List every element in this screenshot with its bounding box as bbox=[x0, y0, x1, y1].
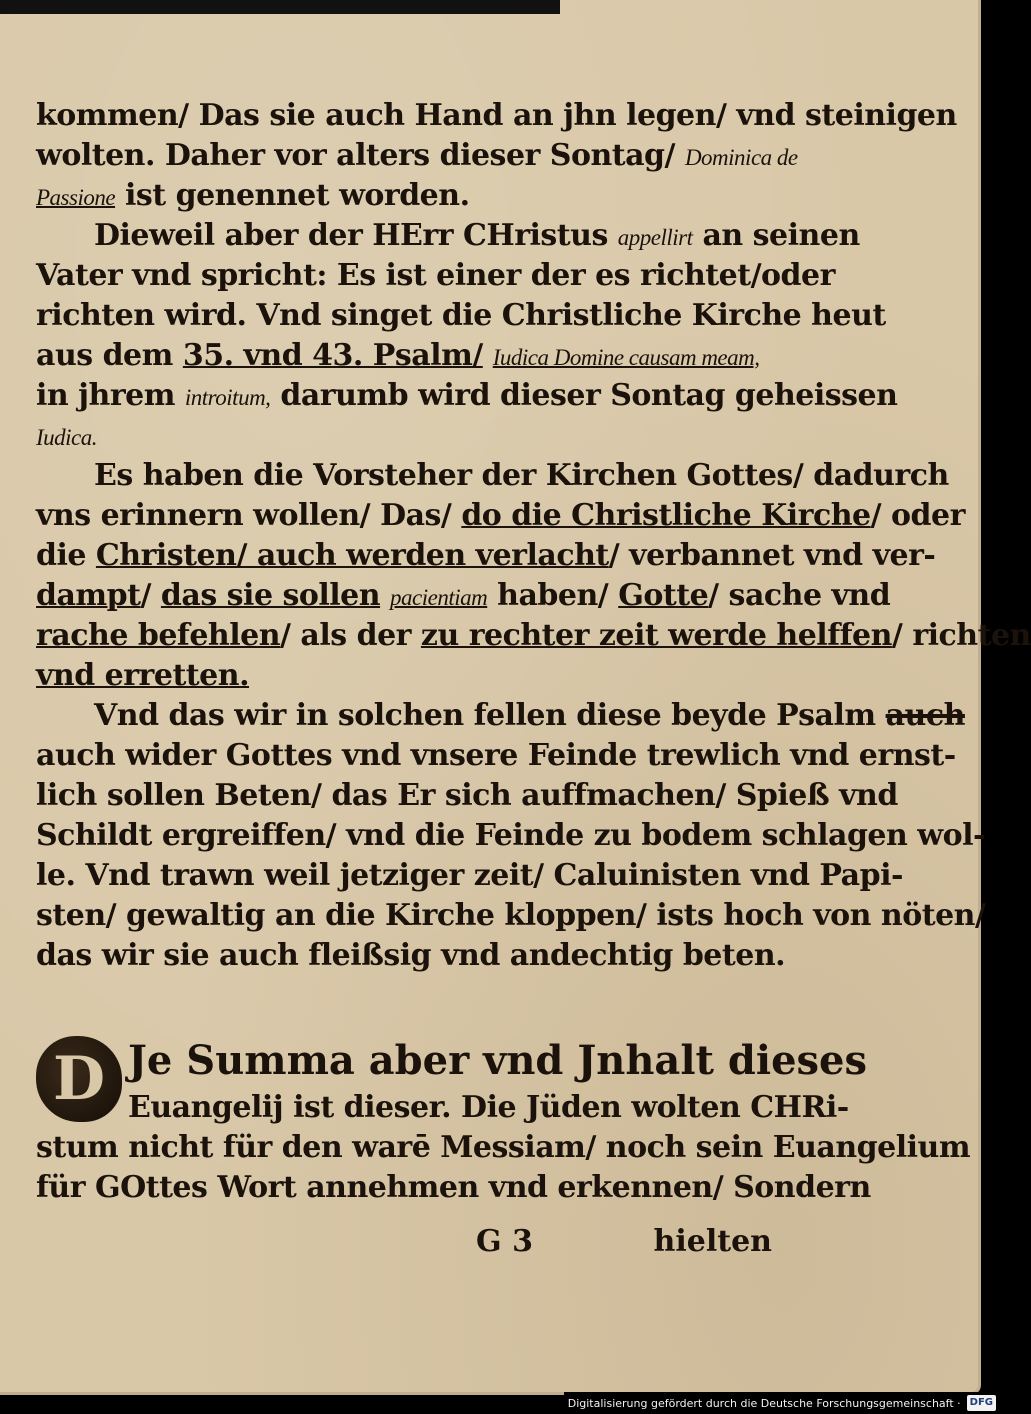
text-run: die bbox=[36, 538, 96, 573]
text-run: / verbannet vnd ver- bbox=[608, 538, 936, 573]
text-run: Es haben die Vorsteher der Kirchen Gottes/ dadurch bbox=[94, 458, 949, 493]
text-run: dampt bbox=[36, 578, 141, 613]
text-line bbox=[36, 736, 956, 776]
text-run: auch bbox=[885, 698, 965, 733]
text-line bbox=[36, 96, 957, 136]
text-run: le. Vnd trawn weil jetziger zeit/ Caluinisten vnd Papi- bbox=[36, 858, 903, 893]
latin-phrase: Iudica Domine causam meam, bbox=[492, 345, 760, 370]
section-line: für GOttes Wort annehmen vnd erkennen/ Sondern bbox=[36, 1170, 871, 1205]
section-line: stum nicht für den warē Messiam/ noch sein Euangelium bbox=[36, 1130, 971, 1165]
decorated-initial: D bbox=[36, 1036, 122, 1122]
text-line bbox=[36, 136, 828, 176]
text-run: Schildt ergreiffen/ vnd die Feinde zu bodem schlagen wol- bbox=[36, 818, 985, 853]
text-line bbox=[36, 696, 965, 736]
text-line bbox=[36, 816, 985, 856]
text-line bbox=[36, 456, 949, 496]
text-run: zu rechter zeit werde helffen bbox=[420, 618, 892, 653]
text-run: / bbox=[140, 578, 161, 613]
text-run: in jhrem bbox=[36, 378, 185, 413]
page-top-edge-shadow bbox=[0, 0, 560, 14]
text-run: das sie sollen bbox=[160, 578, 381, 613]
latin-phrase: Iudica. bbox=[36, 425, 98, 450]
text-run: Dieweil aber der HErr CHristus bbox=[94, 218, 618, 253]
text-run: sten/ gewaltig an die Kirche kloppen/ ists hoch von nöten/ bbox=[36, 898, 986, 933]
text-line bbox=[36, 336, 828, 376]
text-run bbox=[483, 338, 493, 373]
catchword: hielten bbox=[653, 1224, 772, 1259]
latin-phrase: introitum, bbox=[184, 385, 271, 410]
credit-bar bbox=[564, 1392, 1000, 1414]
text-run: Vater vnd spricht: Es ist einer der es richtet/oder bbox=[36, 258, 835, 293]
text-line bbox=[36, 856, 903, 896]
text-line bbox=[36, 256, 835, 296]
section-body bbox=[36, 1088, 971, 1208]
text-run bbox=[380, 578, 390, 613]
text-line bbox=[36, 656, 828, 696]
text-line bbox=[36, 176, 828, 216]
text-line bbox=[36, 616, 1031, 656]
text-line bbox=[36, 376, 898, 416]
text-run: 35. vnd 43. Psalm/ bbox=[182, 338, 483, 373]
text-run: aus dem bbox=[36, 338, 183, 373]
latin-phrase: pacientiam bbox=[390, 585, 488, 610]
text-run: do die Christliche Kirche bbox=[461, 498, 871, 533]
text-run: / richten bbox=[891, 618, 1031, 653]
text-run: ist genennet worden. bbox=[115, 178, 470, 213]
text-run: / oder bbox=[870, 498, 965, 533]
text-run: richten wird. Vnd singet die Christliche Kirche heut bbox=[36, 298, 886, 333]
section-summary bbox=[36, 1034, 971, 1208]
text-line bbox=[36, 496, 965, 536]
text-line bbox=[36, 536, 936, 576]
text-line bbox=[36, 416, 828, 456]
text-run: auch wider Gottes vnd vnsere Feinde trewlich vnd ernst- bbox=[36, 738, 956, 773]
text-run: vns erinnern wollen/ Das/ bbox=[36, 498, 462, 533]
section-line: Euangelij ist dieser. Die Jüden wolten CHRi- bbox=[128, 1090, 849, 1125]
text-run: haben/ bbox=[487, 578, 619, 613]
text-run: Gotte bbox=[618, 578, 709, 613]
text-run: wolten. Daher vor alters dieser Sontag/ bbox=[36, 138, 685, 173]
text-line bbox=[36, 216, 860, 256]
signature-mark: G 3 bbox=[476, 1224, 533, 1259]
text-line bbox=[36, 896, 986, 936]
text-run: Christen/ auch werden verlacht bbox=[95, 538, 609, 573]
text-run: an seinen bbox=[692, 218, 860, 253]
body-text bbox=[36, 96, 1031, 976]
text-line bbox=[36, 936, 828, 976]
section-heading: Je Summa aber vnd Jnhalt dieses bbox=[128, 1037, 868, 1084]
text-run: kommen/ Das sie auch Hand an jhn legen/ vnd steinigen bbox=[36, 98, 957, 133]
credit-text: Digitalisierung gefördert durch die Deutsche Forschungsgemeinschaft · bbox=[567, 1396, 961, 1410]
text-run: / sache vnd bbox=[708, 578, 891, 613]
page-foot bbox=[36, 1222, 828, 1262]
text-run: das wir sie auch fleißsig vnd andechtig beten. bbox=[36, 938, 786, 973]
latin-phrase: Dominica de bbox=[684, 145, 798, 170]
text-line bbox=[36, 576, 891, 616]
text-run: darumb wird dieser Sontag geheissen bbox=[270, 378, 898, 413]
text-run: lich sollen Beten/ das Er sich auffmachen/ Spieß vnd bbox=[36, 778, 898, 813]
text-run: Vnd das wir in solchen fellen diese beyde Psalm bbox=[94, 698, 886, 733]
text-line bbox=[36, 776, 898, 816]
text-line bbox=[36, 296, 886, 336]
dfg-logo: DFG bbox=[967, 1395, 996, 1411]
text-run: vnd erretten. bbox=[36, 658, 250, 693]
latin-phrase: Passione bbox=[36, 185, 116, 210]
text-run: rache befehlen bbox=[36, 618, 281, 653]
latin-phrase: appellirt bbox=[617, 225, 693, 250]
text-run: / als der bbox=[280, 618, 421, 653]
